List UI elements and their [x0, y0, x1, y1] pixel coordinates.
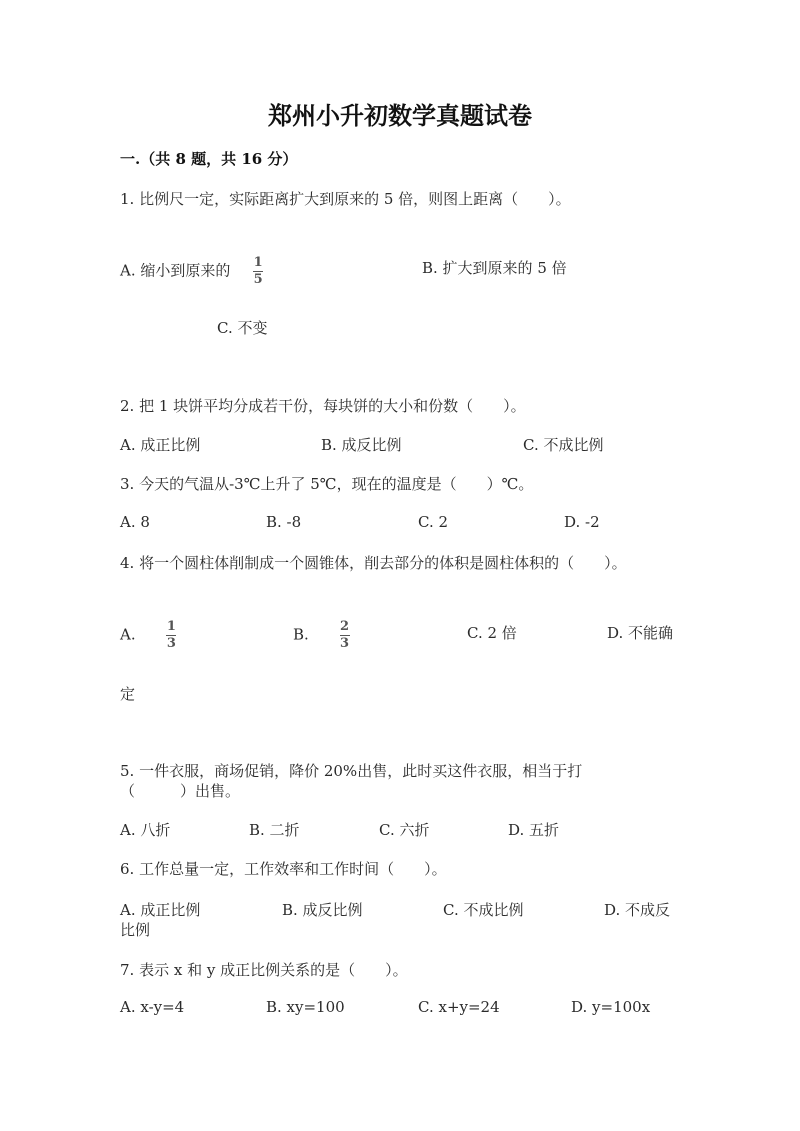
q6-option-b: B. 成反比例 [282, 901, 363, 919]
section-heading: 一.（共 8 题，共 16 分） [120, 150, 298, 168]
q4-option-a-label: A. [120, 625, 136, 644]
q4-option-b [293, 620, 350, 651]
fraction-numerator: 2 [340, 619, 350, 634]
q7-option-b: B. xy=100 [266, 998, 345, 1016]
question-5-continued: （ ）出售。 [120, 782, 241, 800]
q3-option-b: B. -8 [266, 513, 302, 531]
q2-option-c: C. 不成比例 [523, 436, 604, 454]
q4-option-a [120, 620, 176, 651]
q7-option-c: C. x+y=24 [418, 998, 500, 1016]
question-2: 2. 把 1 块饼平均分成若干份，每块饼的大小和份数（ ）。 [120, 397, 526, 415]
q4-option-a-fraction [166, 620, 176, 651]
q7-option-a: A. x-y=4 [120, 998, 185, 1016]
q2-option-a: A. 成正比例 [120, 436, 201, 454]
q7-option-d: D. y=100x [571, 998, 651, 1016]
question-5: 5. 一件衣服，商场促销，降价 20%出售，此时买这件衣服，相当于打 [120, 762, 583, 780]
q2-option-b: B. 成反比例 [321, 436, 402, 454]
q4-option-d: D. 不能确 [607, 624, 674, 642]
q6-option-d: D. 不成反 [604, 901, 671, 919]
q1-option-c: C. 不变 [217, 319, 268, 337]
q5-option-c: C. 六折 [379, 821, 430, 839]
question-4: 4. 将一个圆柱体削制成一个圆锥体，削去部分的体积是圆柱体积的（ ）。 [120, 554, 627, 572]
fraction-numerator: 1 [166, 619, 176, 634]
q4-option-c: C. 2 倍 [467, 624, 517, 642]
q5-option-b: B. 二折 [249, 821, 300, 839]
q1-option-a [120, 256, 263, 287]
q6-option-a: A. 成正比例 [120, 901, 201, 919]
fraction-denominator: 3 [340, 636, 350, 651]
q4-option-b-label: B. [293, 625, 309, 644]
question-1: 1. 比例尺一定，实际距离扩大到原来的 5 倍，则图上距离（ ）。 [120, 190, 571, 208]
q6-option-c: C. 不成比例 [443, 901, 524, 919]
page-title: 郑州小升初数学真题试卷 [268, 101, 532, 130]
fraction-numerator: 1 [253, 255, 263, 270]
fraction-denominator: 5 [253, 272, 263, 287]
q1-option-a-fraction [253, 256, 263, 287]
q3-option-d: D. -2 [564, 513, 600, 531]
q4-option-b-fraction [340, 620, 350, 651]
q1-option-a-label: A. 缩小到原来的 [120, 261, 231, 280]
fraction-denominator: 3 [166, 636, 176, 651]
q5-option-d: D. 五折 [508, 821, 560, 839]
question-6: 6. 工作总量一定，工作效率和工作时间（ ）。 [120, 860, 447, 878]
question-7: 7. 表示 x 和 y 成正比例关系的是（ ）。 [120, 961, 408, 979]
q3-option-c: C. 2 [418, 513, 449, 531]
q5-option-a: A. 八折 [120, 821, 171, 839]
question-3: 3. 今天的气温从-3℃上升了 5℃，现在的温度是（ ）℃。 [120, 475, 534, 493]
q4-option-d-continued: 定 [120, 685, 136, 703]
q1-option-b: B. 扩大到原来的 5 倍 [422, 259, 567, 277]
q6-option-d-continued: 比例 [120, 921, 151, 939]
q3-option-a: A. 8 [120, 513, 150, 531]
